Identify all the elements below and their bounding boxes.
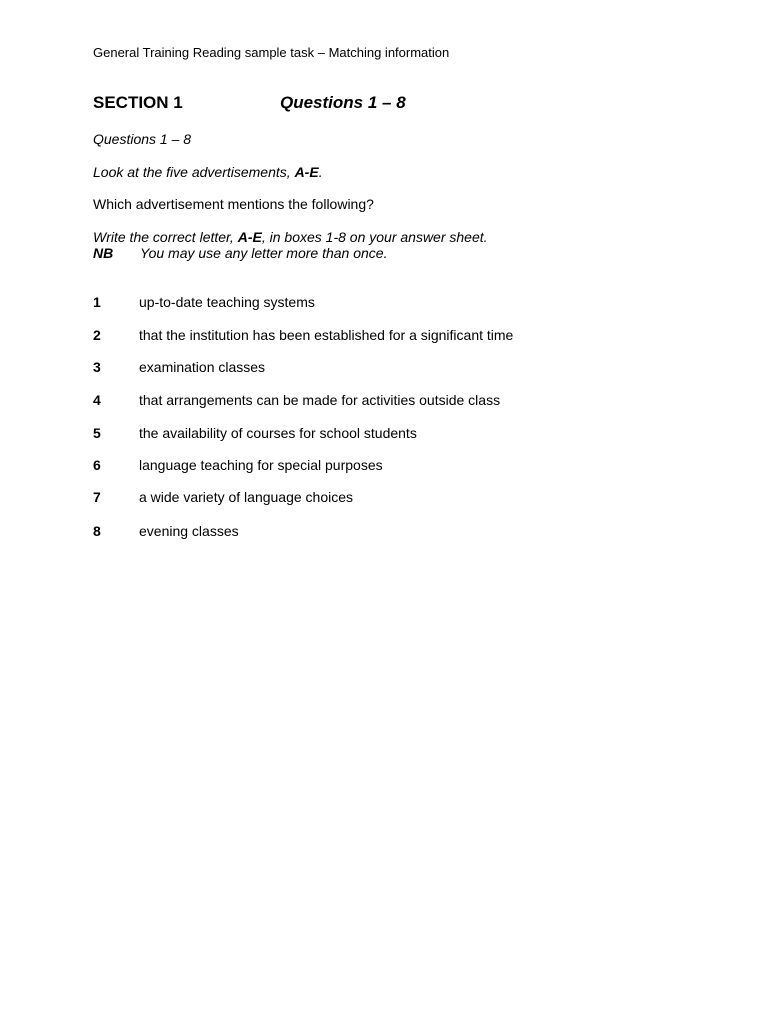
question-number: 5 bbox=[93, 425, 101, 441]
page-header: General Training Reading sample task – Matching information bbox=[93, 45, 450, 60]
question-text: a wide variety of language choices bbox=[139, 489, 354, 505]
instruction-look-suffix: . bbox=[318, 164, 323, 180]
instruction-look bbox=[93, 164, 323, 180]
instruction-write-letters: A-E bbox=[237, 229, 262, 245]
section-title: SECTION 1 bbox=[93, 93, 183, 112]
question-text: that the institution has been established for a significant time bbox=[139, 327, 514, 343]
instruction-look-prefix: Look at the five advertisements, bbox=[93, 164, 295, 180]
question-text: evening classes bbox=[139, 523, 239, 539]
section-questions-title: Questions 1 – 8 bbox=[280, 93, 406, 112]
instruction-write-suffix: , in boxes 1-8 on your answer sheet. bbox=[261, 229, 488, 245]
question-text: that arrangements can be made for activities outside class bbox=[139, 392, 501, 408]
question-number: 3 bbox=[93, 359, 101, 375]
question-text: the availability of courses for school students bbox=[139, 425, 417, 441]
question-number: 4 bbox=[93, 392, 101, 408]
nb-text: You may use any letter more than once. bbox=[140, 245, 388, 261]
question-number: 2 bbox=[93, 327, 101, 343]
question-text: examination classes bbox=[139, 359, 266, 375]
instruction-look-letters: A-E bbox=[294, 164, 319, 180]
question-text: language teaching for special purposes bbox=[139, 457, 383, 473]
instruction-which: Which advertisement mentions the following? bbox=[93, 196, 374, 212]
question-number: 8 bbox=[93, 523, 101, 539]
instruction-write bbox=[93, 229, 488, 245]
question-number: 6 bbox=[93, 457, 101, 473]
questions-range: Questions 1 – 8 bbox=[93, 131, 192, 147]
nb-label: NB bbox=[93, 245, 114, 261]
question-number: 1 bbox=[93, 294, 101, 310]
instruction-write-prefix: Write the correct letter, bbox=[93, 229, 238, 245]
question-text: up-to-date teaching systems bbox=[139, 294, 315, 310]
question-number: 7 bbox=[93, 489, 101, 505]
